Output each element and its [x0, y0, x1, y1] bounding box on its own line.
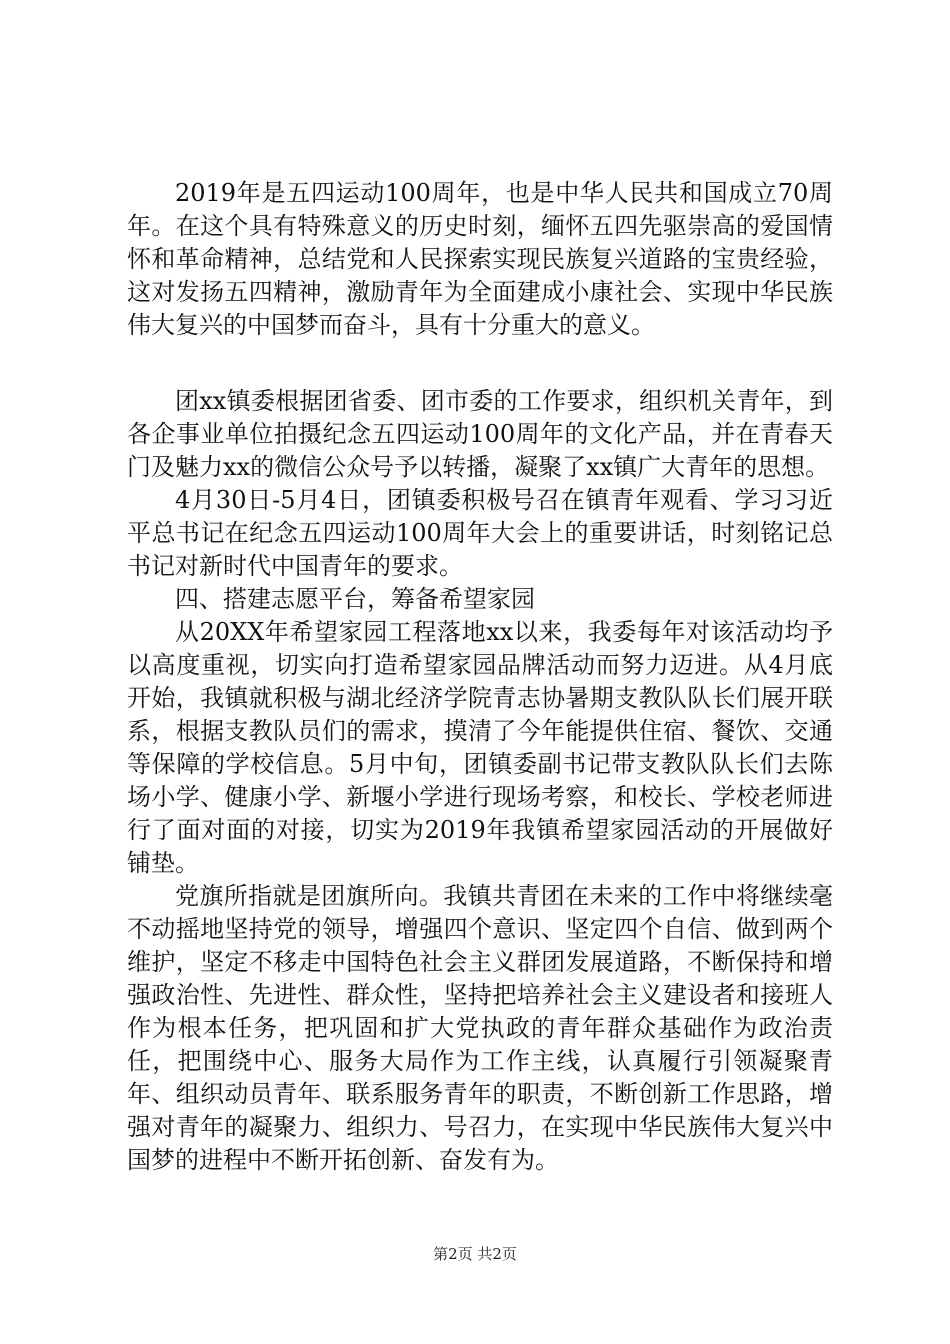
section-heading: 四、搭建志愿平台，筹备希望家园 [175, 585, 535, 613]
paragraph-town-committee: 团xx镇委根据团省委、团市委的工作要求，组织机关青年，到各企事业单位拍摄纪念五四运动100周年的文化产品，并在青春天门及魅力xx的微信公众号予以转播，凝聚了xx镇广大青年的思想。 [127, 387, 833, 481]
document-body [127, 177, 833, 1177]
paragraph-conclusion: 党旗所指就是团旗所向。我镇共青团在未来的工作中将继续毫不动摇地坚持党的领导，增强四个意识、坚定四个自信、做到两个维护，坚定不移走中国特色社会主义群团发展道路，不断保持和增强政治性、先进性、群众性，坚持把培养社会主义建设者和接班人作为根本任务，把巩固和扩大党执政的青年群众基础作为政治责任，把围绕中心、服务大局作为工作主线，认真履行引领凝聚青年、组织动员青年、联系服务青年的职责，不断创新工作思路，增强对青年的凝聚力、组织力、号召力，在实现中华民族伟大复兴中国梦的进程中不断开拓创新、奋发有为。 [127, 882, 833, 1174]
paragraph-spacer [127, 342, 833, 385]
paragraph-intro: 2019年是五四运动100周年，也是中华人民共和国成立70周年。在这个具有特殊意义的历史时刻，缅怀五四先驱崇高的爱国情怀和革命精神，总结党和人民探索实现民族复兴道路的宝贵经验，这对发扬五四精神，激励青年为全面建成小康社会、实现中华民族伟大复兴的中国梦而奋斗，具有十分重大的意义。 [127, 179, 833, 339]
page-number: 第2页 共2页 [433, 1245, 517, 1263]
paragraph-hope-home: 从20XX年希望家园工程落地xx以来，我委每年对该活动均予以高度重视，切实向打造希望家园品牌活动而努力迈进。从4月底开始，我镇就积极与湖北经济学院青志协暑期支教队队长们展开联系，根据支教队员们的需求，摸清了今年能提供住宿、餐饮、交通等保障的学校信息。5月中旬，团镇委副书记带支教队队长们去陈场小学、健康小学、新堰小学进行现场考察，和校长、学校老师进行了面对面的对接，切实为2019年我镇希望家园活动的开展做好铺垫。 [127, 618, 833, 877]
paragraph-may-study: 4月30日-5月4日，团镇委积极号召在镇青年观看、学习习近平总书记在纪念五四运动100周年大会上的重要讲话，时刻铭记总书记对新时代中国青年的要求。 [127, 486, 833, 580]
